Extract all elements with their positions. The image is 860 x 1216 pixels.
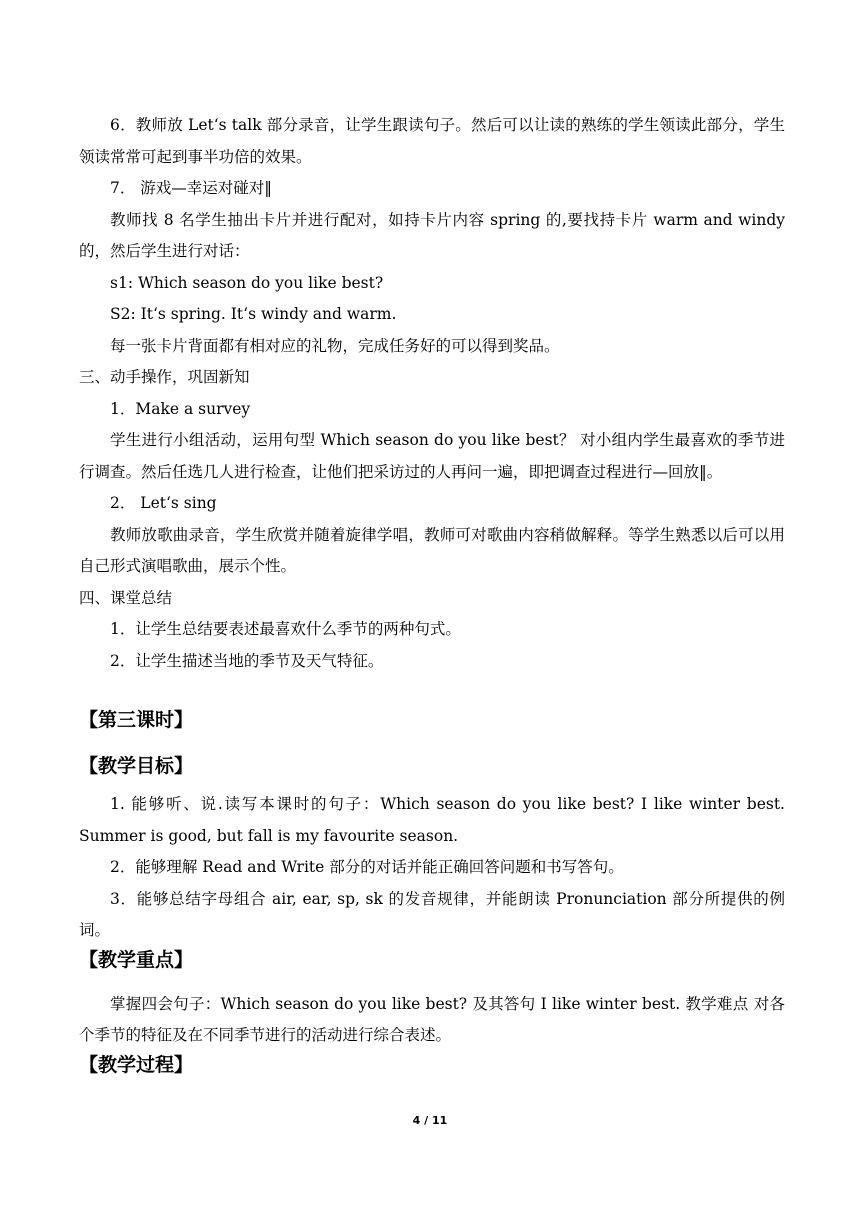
dialogue-line-s2: S2: It‘s spring. It‘s windy and warm. (110, 305, 397, 323)
process-heading: 【教学过程】 (79, 1053, 194, 1076)
item-make-survey: 1．Make a survey (110, 399, 251, 418)
key-points-heading: 【教学重点】 (79, 948, 194, 971)
section-heading-hands-on: 三、动手操作，巩固新知 (79, 368, 250, 386)
paragraph-song-activity: 教师放歌曲录音，学生欣赏并随着旋律学唱，教师可对歌曲内容稍做解释。等学生熟悉以后可以用自己形式演唱歌曲，展示个性。 (79, 525, 785, 575)
paragraph-card-gift: 每一张卡片背面都有相对应的礼物，完成任务好的可以得到奖品。 (110, 336, 560, 355)
objectives-heading: 【教学目标】 (79, 755, 194, 777)
objective-item-1: 1. 能够听、说.读写本课时的句子：Which season do you like best? I like winter best. Summer is good, but fall is my favourite season. (79, 795, 785, 845)
item-lets-sing: 2． Let‘s sing (110, 494, 217, 512)
objective-item-3: 3．能够总结字母组合 air, ear, sp, sk 的发音规律，并能朗读 Pronunciation 部分所提供的例词。 (79, 889, 785, 939)
dialogue-line-s1: s1: Which season do you like best? (110, 273, 384, 292)
section-heading-summary: 四、课堂总结 (79, 588, 173, 607)
page-number: 4 / 11 (412, 1114, 448, 1127)
paragraph-survey-activity: 学生进行小组活动，运用句型 Which season do you like best？ 对小组内学生最喜欢的季节进行调查。然后任选几人进行检查，让他们把采访过的人再问一遍，即把调查过程进行—回放‖。 (79, 431, 785, 481)
summary-item-2: 2．让学生描述当地的季节及天气特征。 (110, 651, 384, 670)
paragraph-step-7-game: 7． 游戏—幸运对碰对‖ (110, 179, 273, 197)
lesson-3-title: 【第三课时】 (79, 709, 194, 731)
section-spacer (79, 677, 785, 707)
summary-item-1: 1．让学生总结要表述最喜欢什么季节的两种句式。 (110, 620, 461, 638)
objective-item-2: 2．能够理解 Read and Write 部分的对话并能正确回答问题和书写答句。 (110, 858, 624, 876)
paragraph-step-6: 6．教师放 Let‘s talk 部分录音，让学生跟读句子。然后可以让读的熟练的学生领读此部分，学生领读常常可起到事半功倍的效果。 (79, 116, 785, 166)
key-points-paragraph: 掌握四会句子：Which season do you like best? 及其答句 I like winter best. 教学难点 对各个季节的特征及在不同季节进行的活动进行综合表述。 (79, 994, 785, 1044)
page-content (79, 110, 785, 1078)
paragraph-card-matching: 教师找 8 名学生抽出卡片并进行配对，如持卡片内容 spring 的,要找持卡片 warm and windy 的，然后学生进行对话： (79, 210, 785, 260)
